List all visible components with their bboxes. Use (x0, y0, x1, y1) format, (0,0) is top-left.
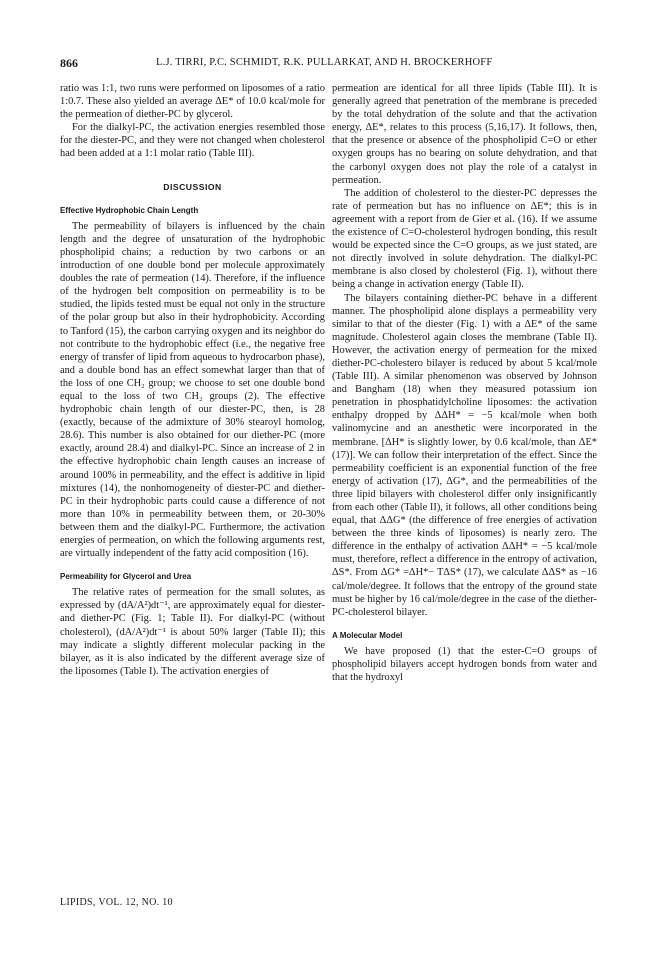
subsection-heading: A Molecular Model (332, 630, 403, 640)
paragraph: We have proposed (1) that the ester-C=O groups of phospholipid bilayers accept hydrogen bonds from water and that the hydroxyl (332, 645, 597, 684)
right-column (332, 82, 597, 684)
paragraph: The permeability of bilayers is influenced by the chain length and the degree of unsaturation of the hydrophobic phospholipid chains; a reduction by two carbons or an introduction of one double bond per molecule approximately doubles the rate of permeation (14). Therefore, if the influence of the hydrogen belt composition on permeability is to be studied, the lipids tested must be equal not only in the structure of the polar group but also in their hydrophobicity. According to Tanford (15), the carbon carrying oxygen and its neighbor do not contribute to the hydrophobic effect (i.e., the negative free energy of transfer of lipid from aqueous to hydrocarbon phase), and a double bond has an effect somewhat larger than that of the loss of one CH₂ group; we choose to set one double bond equal to the loss of two CH₂ groups (2). The effective hydrophobic chain length of our diester-PC, then, is 28 (exactly, because of the admixture of 30% stearoyl homolog, 28.6). This number is also obtained for our diether-PC (more exactly, around 28.4) and dialkyl-PC. Since an increase of 2 in the effective hydrophobic chain length causes an increase of around 100% in permeability, and the effect is additive in lipid mixtures (14), the nonhomogeneity of diester-PC and diether-PC in their hydrophobic parts could cause a difference of not more than 10% in permeability between them, or 20-30% between them and the dialkyl-PC. Furthermore, the activation energies of permeation, on which the following arguments rest, are virtually independent of the fatty acid composition (16). (60, 220, 325, 560)
paragraph: permeation are identical for all three lipids (Table III). It is generally agreed that penetration of the membrane is preceded by the total dehydration of the solute and that the activation energy, ΔE*, relates to this process (5,16,17). It follows, then, that the presence or absence of the phospholipid C=O or ether oxygen groups has no bearing on solute dehydration, and that the carbonyl oxygen does not play the role of a catalyst in permeation. (332, 83, 597, 186)
running-authors: L.J. TIRRI, P.C. SCHMIDT, R.K. PULLARKAT, AND H. BROCKERHOFF (156, 57, 493, 68)
page-number: 866 (60, 56, 78, 70)
subsection-heading: Effective Hydrophobic Chain Length (60, 205, 199, 215)
running-header (60, 56, 620, 72)
subsection-heading: Permeability for Glycerol and Urea (60, 572, 192, 582)
paragraph: The relative rates of permeation for the small solutes, as expressed by (dA/A²)dt⁻¹, are approximately equal for diester- and diether-PC (Fig. 1; Table II). For dialkyl-PC (without cholesterol), (dA/A²)dt⁻¹ is about 50% larger (Table II); this may indicate a slightly different molecular packing in the bilayer, as it is also indicated by the different average size of the liposomes (Table I). The activation energies of (60, 587, 325, 677)
left-column (60, 82, 325, 678)
journal-footer: LIPIDS, VOL. 12, NO. 10 (60, 897, 173, 908)
section-heading: DISCUSSION (163, 181, 222, 192)
paragraph: For the dialkyl-PC, the activation energies resembled those for the diester-PC, and they were not changed when cholesterol had been added at a 1:1 molar ratio (Table III). (60, 122, 325, 160)
paragraph: The addition of cholesterol to the diester-PC depresses the rate of permeation but has no influence on ΔE*; this is in agreement with a report from de Gier et al. (16). If we assume the existence of C=O-cholesterol hydrogen bonding, this result would be expected since the C=O groups, as we just stated, are not directly involved in solute dehydration. The dialkyl-PC membrane is also closed by cholesterol (Fig. 1), without there being a change in activation energy (Table II). (332, 187, 597, 291)
paragraph: The bilayers containing diether-PC behave in a different manner. The phospholipid alone displays a permeability very similar to that of the diester (Fig. 1) with a ΔE* of the same magnitude. Cholesterol again closes the membrane (Table II). However, the activation energy of permeation for the mixed diether-PC-cholestero bilayer is reduced by about 5 kcal/mole (Table III). A similar phenomenon was observed by Johnson and Bangham (18) when they measured potassium ion penetration in phosphatidylcholine liposomes: the activation enthalpy dropped by ΔΔH* = −5 kcal/mole when both valinomycine and an anesthetic were incorporated in the membrane. [ΔH* is slightly lower, by 0.6 kcal/mole, than ΔE* (17)]. We can follow their interpretation of the effect. Since the permeability coefficient is an exponential function of the free energy of activation (17), ΔG*, and the permeabilities of the three lipid bilayers with cholesterol differ only insignificantly from each other (Table II), it follows, all other conditions being equal, that ΔΔG* (the difference of free energies of activation between the three kinds of liposomes) is nearly zero. The difference in the enthalpy of activation ΔΔH* = −5 kcal/mole must, therefore, reflect a difference in the entropy of activation, ΔS*. From ΔG* =ΔH*− TΔS* (17), we calculate ΔΔS* as −16 cal/mole/degree. It follows that the entropy of the ground state must be higher by 16 cal/mole/degree in the case of the diether-PC-cholesterol bilayer. (332, 292, 597, 618)
paragraph: ratio was 1:1, two runs were performed on liposomes of a ratio 1:0.7. These also yielded an average ΔE* of 10.0 kcal/mole for the permeation of diether-PC by glycerol. (60, 83, 325, 121)
